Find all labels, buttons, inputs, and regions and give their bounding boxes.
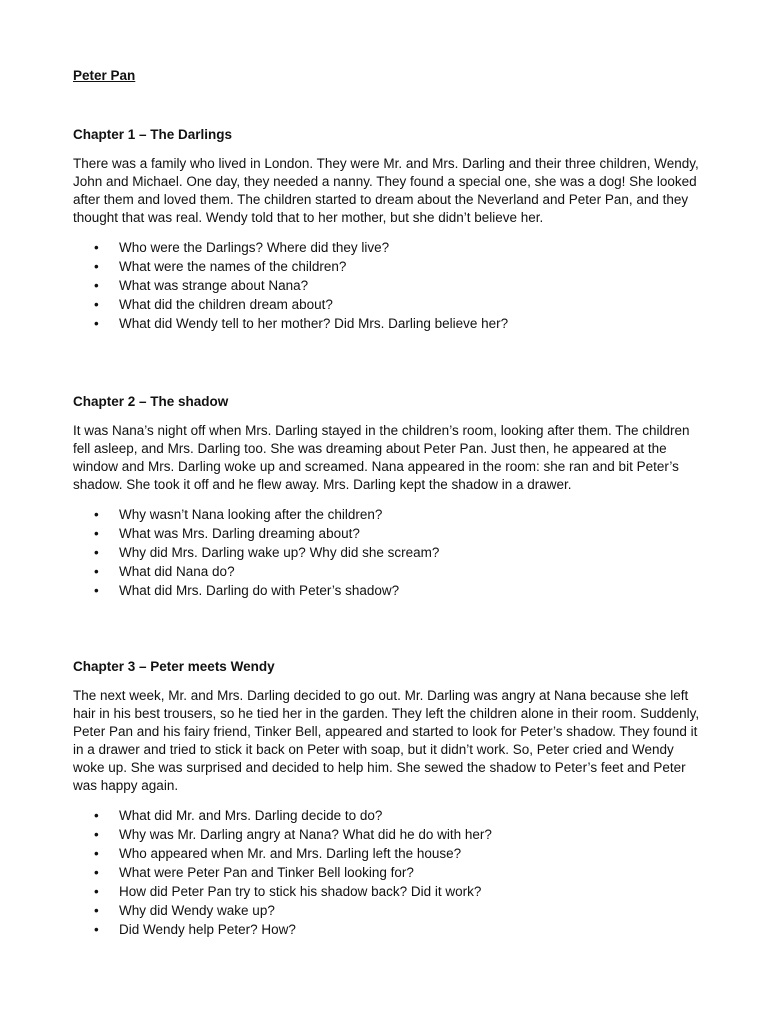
bullet-icon: • xyxy=(94,297,99,312)
question-item xyxy=(94,238,708,257)
question-item xyxy=(94,901,708,920)
question-list xyxy=(73,806,708,939)
question-item xyxy=(94,882,708,901)
bullet-icon: • xyxy=(94,278,99,293)
bullet-icon: • xyxy=(94,583,99,598)
question-item xyxy=(94,524,708,543)
bullet-icon: • xyxy=(94,846,99,861)
question-text: What did Wendy tell to her mother? Did Mrs. Darling believe her? xyxy=(119,316,509,331)
question-item xyxy=(94,863,708,882)
question-item xyxy=(94,806,708,825)
question-item xyxy=(94,276,708,295)
chapter-2 xyxy=(73,393,708,600)
chapter-heading: Chapter 1 – The Darlings xyxy=(73,127,233,142)
bullet-icon: • xyxy=(94,903,99,918)
question-text: Why did Wendy wake up? xyxy=(119,903,275,918)
question-text: What were the names of the children? xyxy=(119,259,347,274)
chapter-body: There was a family who lived in London. They were Mr. and Mrs. Darling and their three children, Wendy, John and Michael. One day, they needed a nanny. They found a special one, she was a dog! She looked after them and loved them. The children started to dream about the Neverland and Peter Pan, and they thought that was real. Wendy told that to her mother, but she didn’t believe her. xyxy=(73,156,699,225)
question-text: How did Peter Pan try to stick his shadow back? Did it work? xyxy=(119,884,482,899)
question-list xyxy=(73,505,708,600)
question-text: Who appeared when Mr. and Mrs. Darling left the house? xyxy=(119,846,462,861)
question-text: Why did Mrs. Darling wake up? Why did she scream? xyxy=(119,545,440,560)
question-item xyxy=(94,505,708,524)
question-text: What did Mrs. Darling do with Peter’s shadow? xyxy=(119,583,400,598)
question-item xyxy=(94,562,708,581)
question-text: Why wasn’t Nana looking after the children? xyxy=(119,507,383,522)
chapter-3 xyxy=(73,658,708,939)
chapter-heading: Chapter 3 – Peter meets Wendy xyxy=(73,659,275,674)
chapter-heading: Chapter 2 – The shadow xyxy=(73,394,229,409)
question-item xyxy=(94,825,708,844)
bullet-icon: • xyxy=(94,240,99,255)
chapter-body: The next week, Mr. and Mrs. Darling decided to go out. Mr. Darling was angry at Nana because she left hair in his best trousers, so he tied her in the garden. They left the children alone in their room. Suddenly, Peter Pan and his fairy friend, Tinker Bell, appeared and started to look for Peter’s shadow. They found it in a drawer and tried to stick it back on Peter with soap, but it didn’t work. So, Peter cried and Wendy woke up. She was surprised and decided to help him. She sewed the shadow to Peter’s feet and Peter was happy again. xyxy=(73,688,700,793)
question-text: What did Mr. and Mrs. Darling decide to do? xyxy=(119,808,383,823)
bullet-icon: • xyxy=(94,884,99,899)
question-text: What did Nana do? xyxy=(119,564,235,579)
question-text: Did Wendy help Peter? How? xyxy=(119,922,296,937)
question-text: Who were the Darlings? Where did they live? xyxy=(119,240,390,255)
bullet-icon: • xyxy=(94,526,99,541)
question-item xyxy=(94,314,708,333)
bullet-icon: • xyxy=(94,865,99,880)
question-item xyxy=(94,295,708,314)
question-text: What were Peter Pan and Tinker Bell looking for? xyxy=(119,865,414,880)
question-list xyxy=(73,238,708,333)
chapter-1 xyxy=(73,126,708,333)
question-item xyxy=(94,920,708,939)
bullet-icon: • xyxy=(94,259,99,274)
bullet-icon: • xyxy=(94,922,99,937)
question-item xyxy=(94,257,708,276)
question-text: What was strange about Nana? xyxy=(119,278,309,293)
question-text: What did the children dream about? xyxy=(119,297,333,312)
question-item xyxy=(94,543,708,562)
chapter-body: It was Nana’s night off when Mrs. Darling stayed in the children’s room, looking after them. The children fell asleep, and Mrs. Darling too. She was dreaming about Peter Pan. Just then, he appeared at the window and Mrs. Darling woke up and screamed. Nana appeared in the room: she ran and bit Peter’s shadow. She took it off and he flew away. Mrs. Darling kept the shadow in a drawer. xyxy=(73,423,690,492)
bullet-icon: • xyxy=(94,808,99,823)
bullet-icon: • xyxy=(94,564,99,579)
bullet-icon: • xyxy=(94,507,99,522)
question-item xyxy=(94,844,708,863)
question-text: What was Mrs. Darling dreaming about? xyxy=(119,526,360,541)
bullet-icon: • xyxy=(94,827,99,842)
bullet-icon: • xyxy=(94,545,99,560)
document-title: Peter Pan xyxy=(73,68,136,83)
bullet-icon: • xyxy=(94,316,99,331)
question-item xyxy=(94,581,708,600)
question-text: Why was Mr. Darling angry at Nana? What did he do with her? xyxy=(119,827,492,842)
